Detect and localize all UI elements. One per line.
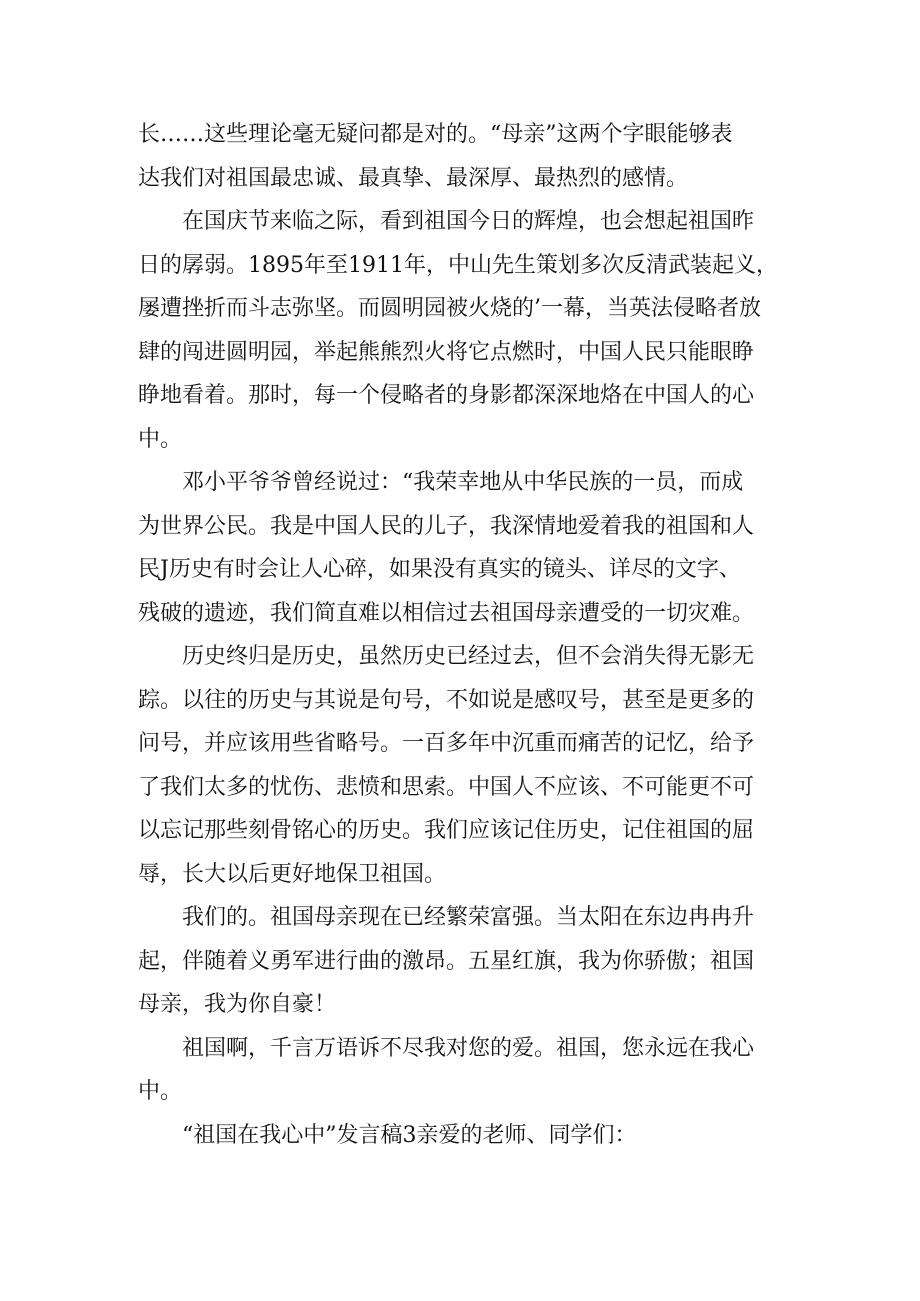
text-line: 邓小平爷爷曾经说过：“我荣幸地从中华民族的一员，而成	[138, 470, 744, 495]
text-line: 长……这些理论毫无疑问都是对的。“母亲”这两个字眼能够表	[138, 122, 733, 147]
text-line: 睁地看着。那时，每一个侵略者的身影都深深地烙在中国人的心	[138, 383, 755, 408]
text-line: 历史终归是历史，虽然历史已经过去，但不会消失得无影无	[138, 644, 755, 669]
text-line: 中。	[138, 426, 183, 452]
text-line: 残破的遗迹，我们简直难以相信过去祖国母亲遭受的一切灾难。	[138, 600, 755, 626]
text-line: 屡遭挫折而斗志弥坚。而圆明园被火烧的’一幕，当英法侵略者放	[138, 296, 761, 321]
text-line: 祖国啊，千言万语诉不尽我对您的爱。祖国，您永远在我心	[138, 1035, 755, 1061]
text-line: 日的孱弱。1895年至1911年，中山先生策划多次反清武装起义，	[138, 252, 778, 278]
text-line: 肆的闯进圆明园，举起熊熊烈火将它点燃时，中国人民只能眼睁	[138, 339, 755, 365]
text-line: 母亲，我为你自豪！	[138, 992, 337, 1017]
text-line: 在国庆节来临之际，看到祖国今日的辉煌，也会想起祖国昨	[138, 209, 755, 234]
text-line: 了我们太多的忧伤、悲愤和思索。中国人不应该、不可能更不可	[138, 774, 755, 800]
text-line: 达我们对祖国最忠诚、最真挚、最深厚、最热烈的感情。	[138, 165, 689, 191]
text-line: 以忘记那些刻骨铭心的历史。我们应该记住历史，记住祖国的屈	[138, 818, 755, 843]
text-line: 踪。以往的历史与其说是句号，不如说是感叹号，甚至是更多的	[138, 687, 755, 713]
body-text	[138, 113, 798, 1157]
text-line: “祖国在我心中”发言稿3亲爱的老师、同学们：	[138, 1122, 637, 1148]
text-line: 民J历史有时会让人心碎，如果没有真实的镜头、详尽的文字、	[138, 557, 741, 582]
text-line: 中。	[138, 1079, 183, 1104]
text-line: 辱，长大以后更好地保卫祖国。	[138, 861, 447, 887]
text-line: 我们的。祖国母亲现在已经繁荣富强。当太阳在东边冉冉升	[138, 905, 755, 930]
text-line: 起，伴随着义勇军进行曲的激昂。五星红旗，我为你骄傲；祖国	[138, 948, 755, 974]
text-line: 为世界公民。我是中国人民的儿子，我深情地爱着我的祖国和人	[138, 513, 755, 539]
text-line: 问号，并应该用些省略号。一百多年中沉重而痛苦的记忆，给予	[138, 731, 755, 756]
